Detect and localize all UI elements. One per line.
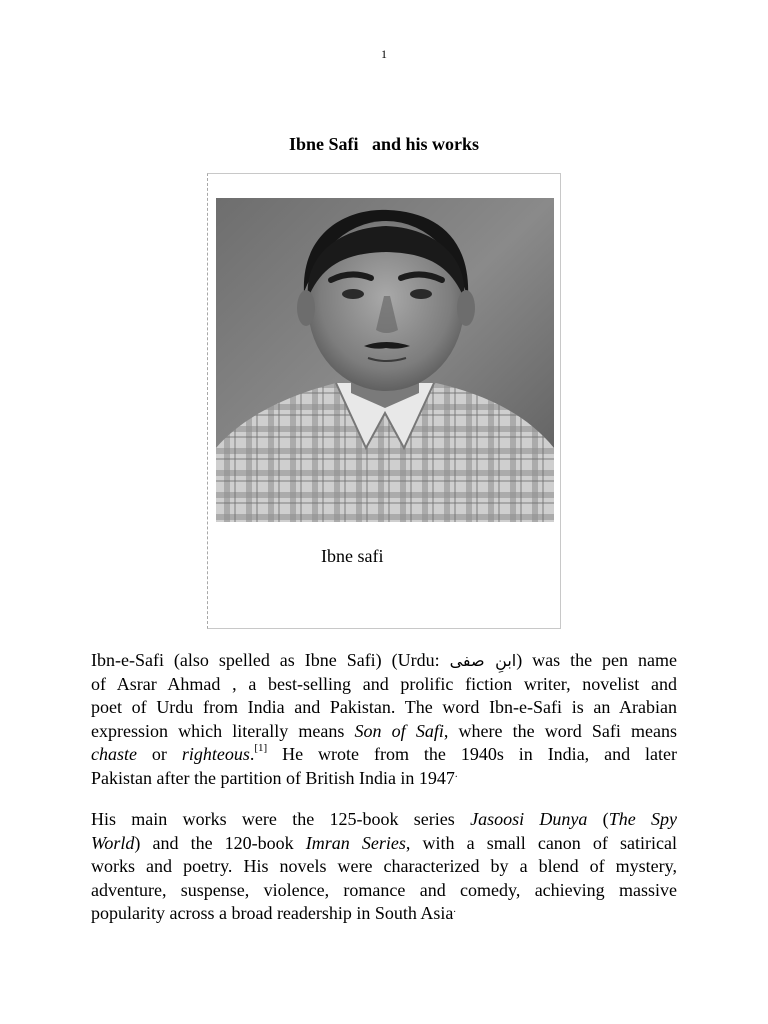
text-span: His main works were the 125-book series bbox=[91, 809, 471, 829]
text-span: or bbox=[136, 744, 182, 764]
text-line bbox=[91, 767, 677, 791]
text-line: of Asrar Ahmad , a best-selling and prolific fiction writer, novelist and bbox=[91, 673, 677, 694]
text-span: ) and the 120-book bbox=[134, 832, 306, 853]
text-span: ) was the pen name bbox=[516, 650, 677, 670]
citation-reference[interactable]: [1] bbox=[254, 742, 268, 754]
page-number: 1 bbox=[381, 47, 387, 61]
text-line bbox=[91, 808, 677, 832]
text-span: He wrote from the 1940s in India, and later bbox=[267, 744, 678, 764]
works-paragraph bbox=[91, 808, 677, 926]
text-line: works and poetry. His novels were characterized by a blend of mystery, bbox=[91, 856, 677, 876]
urdu-name: ابنِ صفی bbox=[449, 651, 517, 670]
portrait-image bbox=[216, 198, 554, 522]
page-title: Ibne Safi and his works bbox=[288, 134, 480, 154]
text-span: Ibn-e-Safi (also spelled as Ibne Safi) (Urdu: bbox=[91, 650, 450, 670]
biography-paragraph bbox=[91, 649, 677, 790]
italic-text: Jasoosi Dunya bbox=[470, 809, 588, 829]
italic-text: righteous bbox=[181, 744, 250, 764]
italic-text: The Spy bbox=[608, 809, 677, 829]
text-line: adventure, suspense, violence, romance and comedy, achieving massive bbox=[91, 879, 677, 900]
text-line bbox=[91, 720, 677, 744]
italic-text: Son of Safi bbox=[354, 720, 444, 741]
text-span: . bbox=[453, 904, 456, 915]
text-line bbox=[91, 649, 677, 673]
portrait-figure bbox=[207, 173, 561, 629]
italic-text: Imran Series bbox=[305, 832, 406, 853]
italic-text: World bbox=[91, 832, 135, 853]
italic-text: chaste bbox=[91, 744, 137, 764]
text-line bbox=[91, 832, 677, 856]
text-span: popularity across a broad readership in South Asia bbox=[91, 903, 454, 923]
text-span: expression which literally means bbox=[91, 720, 355, 741]
text-span: , with a small canon of satirical bbox=[405, 832, 677, 853]
text-span: . bbox=[454, 768, 458, 780]
text-span: ( bbox=[587, 809, 609, 829]
text-span: , where the word Safi means bbox=[443, 720, 677, 741]
text-span: Pakistan after the partition of British India in 1947 bbox=[91, 767, 455, 788]
figure-caption: Ibne safi bbox=[321, 546, 384, 566]
text-line bbox=[91, 902, 677, 926]
text-span: . bbox=[249, 744, 255, 764]
text-line bbox=[91, 743, 677, 767]
text-line: poet of Urdu from India and Pakistan. The word Ibn-e-Safi is an Arabian bbox=[91, 697, 677, 717]
